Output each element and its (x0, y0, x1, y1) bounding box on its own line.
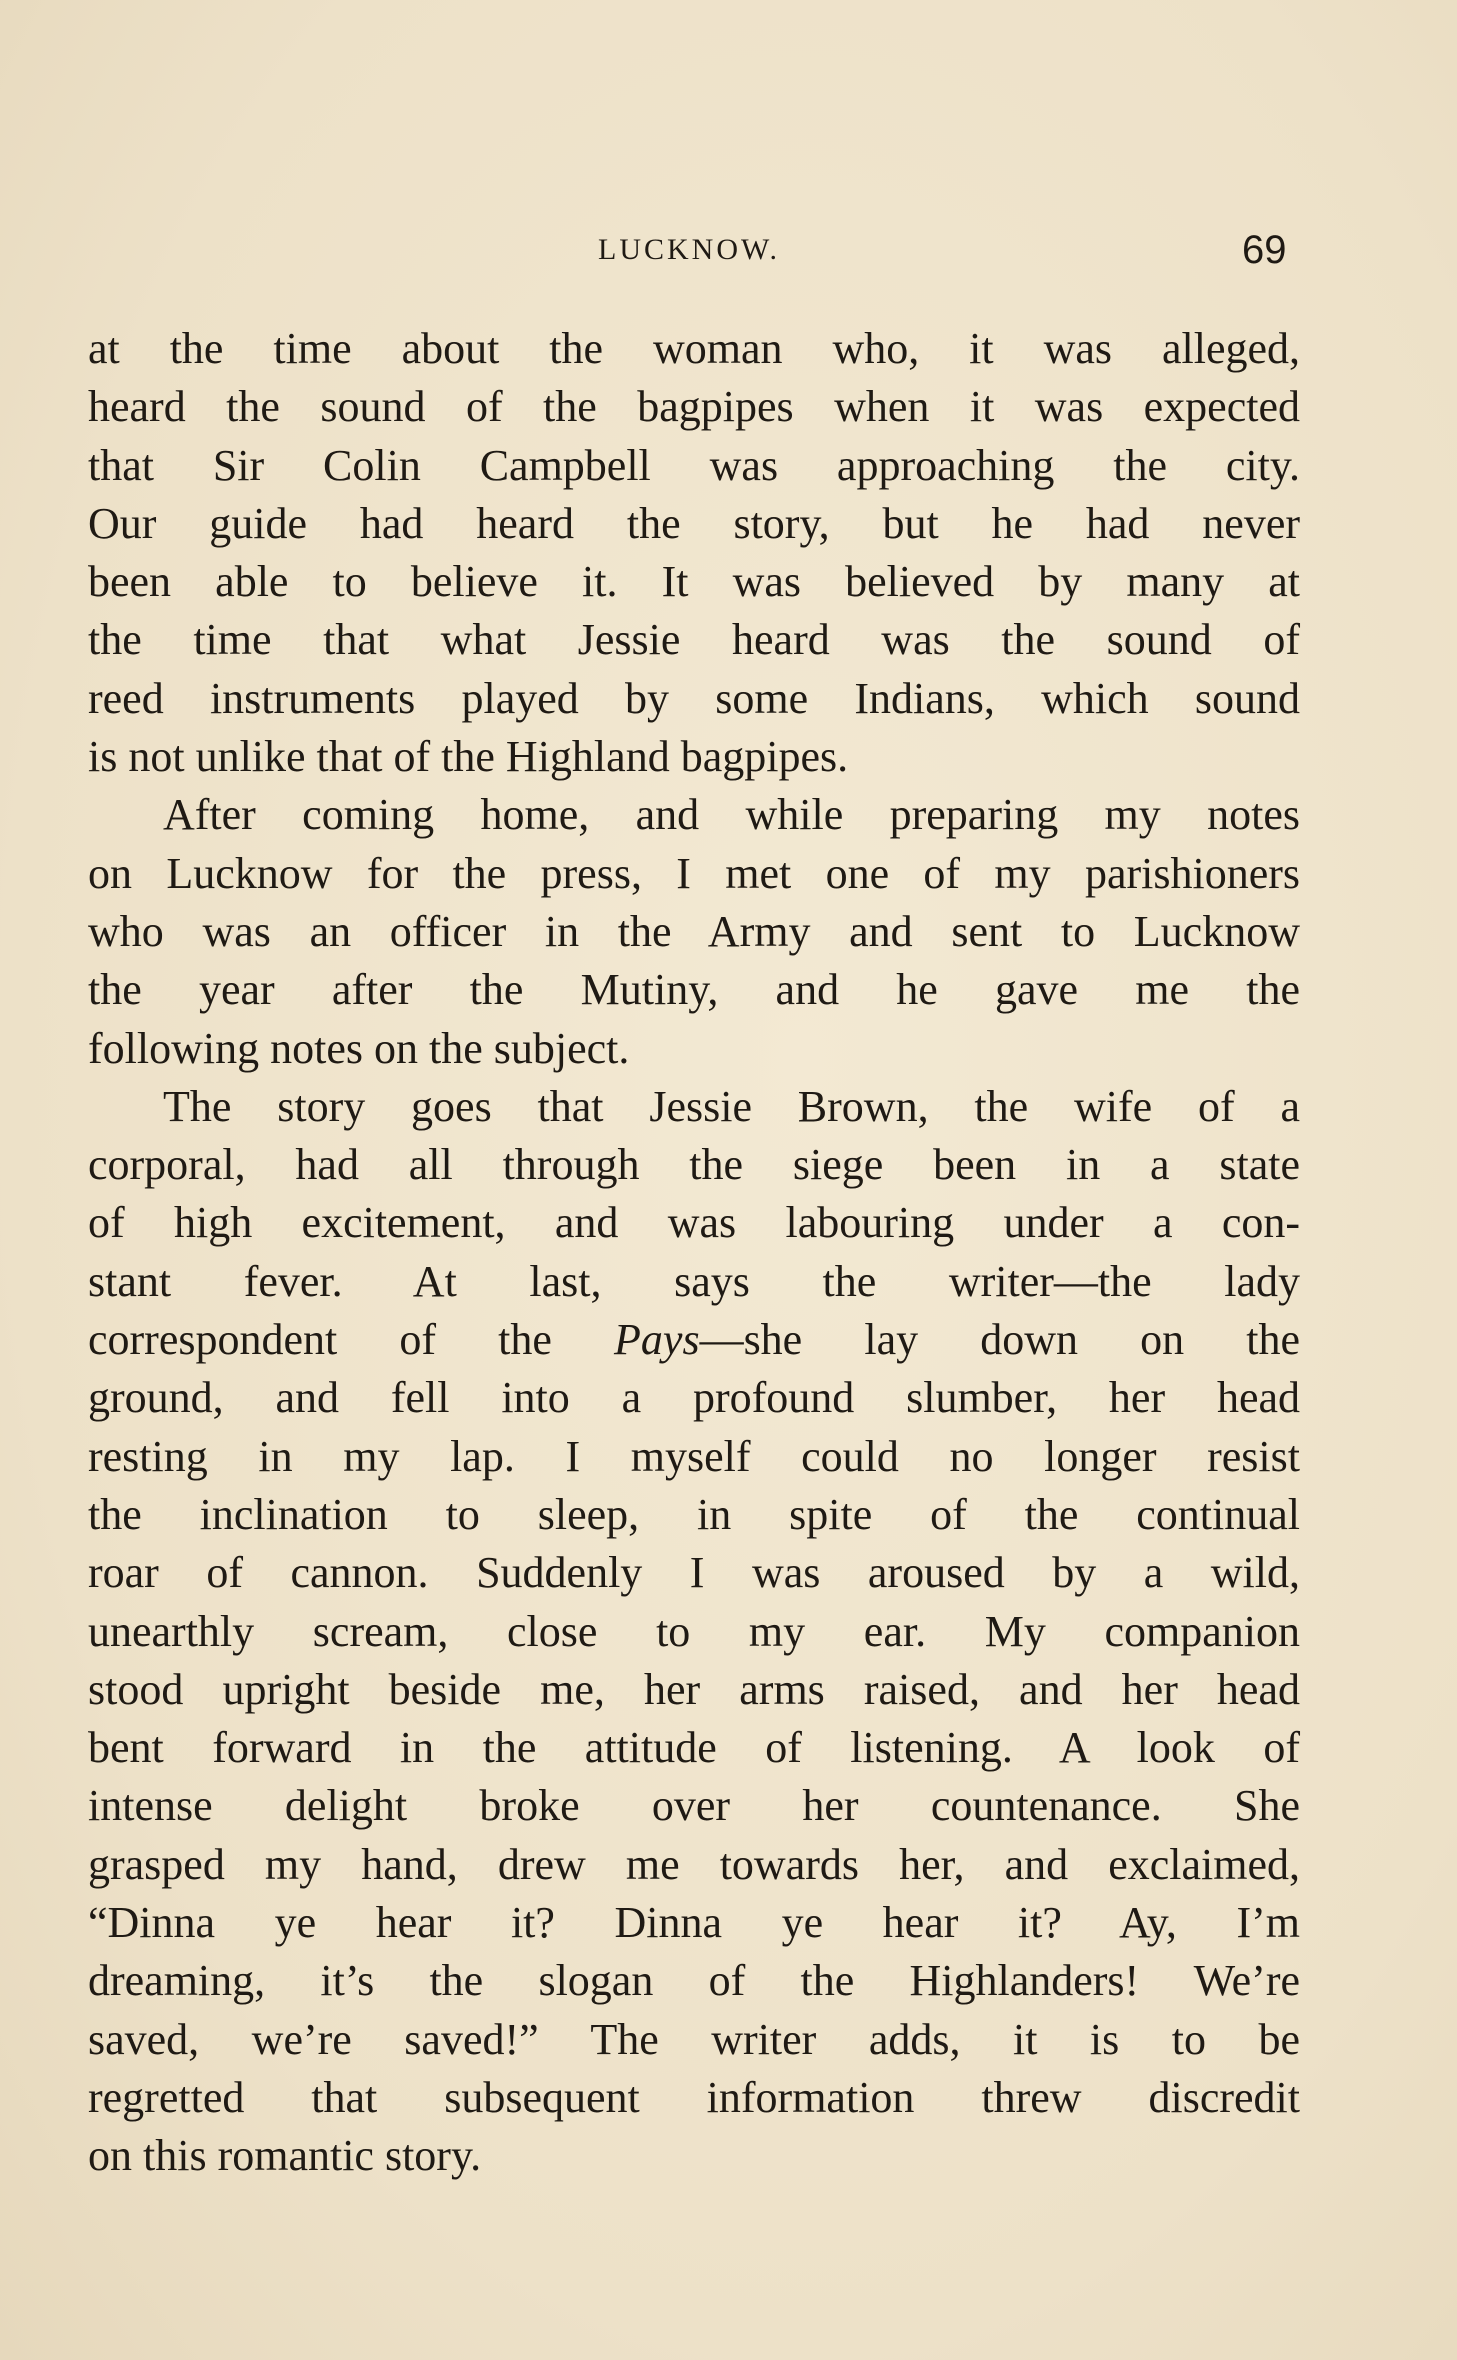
running-head (0, 222, 1457, 278)
text-line: who was an officer in the Army and sent to Lucknow (88, 906, 1300, 956)
text-line: that Sir Colin Campbell was approaching the city. (88, 440, 1300, 490)
page-number: 69 (1242, 228, 1287, 272)
text-line: following notes on the subject. (88, 1023, 630, 1073)
text-line: reed instruments played by some Indians, which sound (88, 673, 1300, 723)
text-line: at the time about the woman who, it was alleged, (88, 324, 1300, 373)
text-line (88, 1311, 1300, 1369)
text-line: stant fever. At last, says the writer—the lady (88, 1256, 1300, 1306)
text-line: the year after the Mutiny, and he gave me the (88, 965, 1300, 1015)
text-line: heard the sound of the bagpipes when it was expected (88, 382, 1300, 432)
text-line: regretted that subsequent information threw discredit (88, 2072, 1300, 2122)
text-line: corporal, had all through the siege been in a state (88, 1140, 1300, 1190)
text-line: Our guide had heard the story, but he had never (88, 498, 1300, 548)
text-line: of high excitement, and was labouring under a con- (88, 1198, 1300, 1248)
text-line: dreaming, it’s the slogan of the Highlanders! We’re (88, 1956, 1300, 2006)
italic-text-run: Pays (614, 1315, 700, 1365)
running-title: LUCKNOW. (598, 233, 781, 266)
body-text (88, 320, 1300, 2186)
text-line: grasped my hand, drew me towards her, and exclaimed, (88, 1839, 1300, 1889)
text-run: —she lay down on the (699, 1315, 1300, 1365)
text-line: unearthly scream, close to my ear. My companion (88, 1606, 1300, 1656)
text-line: bent forward in the attitude of listening. A look of (88, 1723, 1300, 1773)
text-line: intense delight broke over her countenance. She (88, 1781, 1300, 1831)
text-line: ground, and fell into a profound slumber, her head (88, 1373, 1300, 1423)
text-line: the inclination to sleep, in spite of the continual (88, 1489, 1300, 1539)
text-line: After coming home, and while preparing my notes (163, 790, 1300, 840)
text-line: is not unlike that of the Highland bagpipes. (88, 732, 849, 782)
text-run: correspondent of the (88, 1315, 615, 1365)
text-line: The story goes that Jessie Brown, the wife of a (163, 1081, 1300, 1131)
text-line: on Lucknow for the press, I met one of my parishioners (88, 848, 1300, 898)
text-line: “Dinna ye hear it? Dinna ye hear it? Ay, I’m (88, 1898, 1300, 1948)
text-line: saved, we’re saved!” The writer adds, it is to be (88, 2014, 1300, 2064)
text-line: roar of cannon. Suddenly I was aroused by a wild, (88, 1548, 1300, 1598)
text-line: resting in my lap. I myself could no longer resist (88, 1431, 1300, 1481)
text-line: stood upright beside me, her arms raised, and her head (88, 1664, 1300, 1714)
text-line: the time that what Jessie heard was the sound of (88, 615, 1300, 665)
text-line: been able to believe it. It was believed by many at (88, 557, 1300, 607)
text-line: on this romantic story. (88, 2131, 482, 2181)
